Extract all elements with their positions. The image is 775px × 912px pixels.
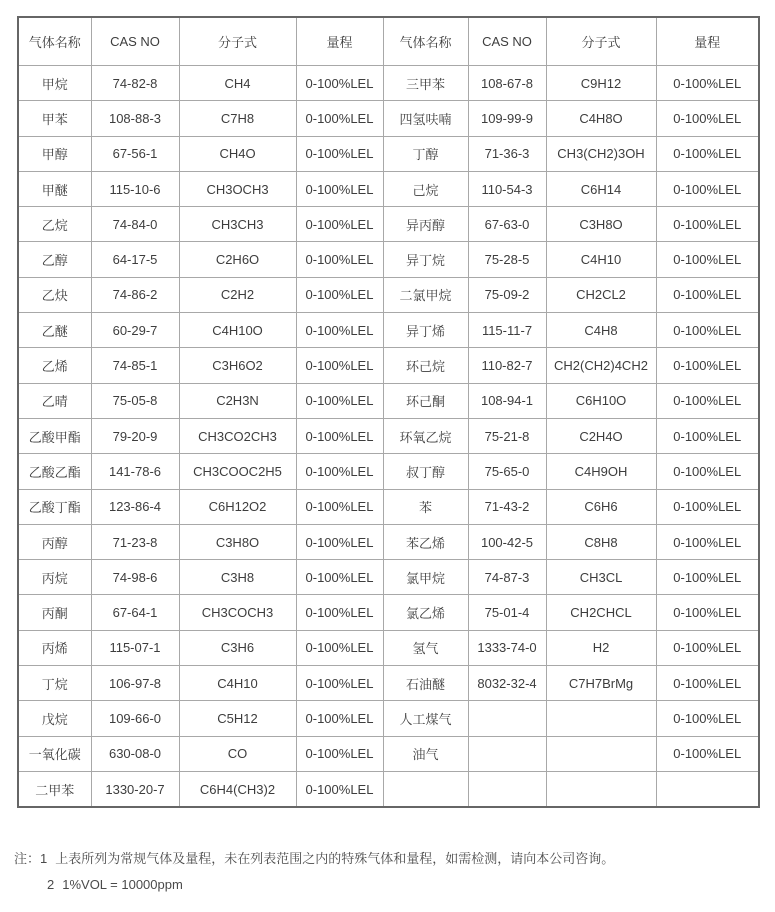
table-row (18, 524, 759, 559)
range-cell: 0-100%LEL (296, 101, 383, 136)
cas-no-cell: 74-85-1 (91, 348, 179, 383)
cas-no-cell: 67-64-1 (91, 595, 179, 630)
formula-cell: C2H3N (179, 383, 296, 418)
gas-name-cell: 丙烯 (18, 630, 91, 665)
formula-cell: CH3CO2CH3 (179, 418, 296, 453)
formula-cell: C7H7BrMg (546, 666, 656, 701)
gas-name-cell: 叔丁醇 (383, 454, 468, 489)
formula-cell (546, 736, 656, 771)
gas-name-cell: 乙酸乙酯 (18, 454, 91, 489)
cas-no-cell: 74-84-0 (91, 207, 179, 242)
footnote-2-text: 1%VOL = 10000ppm (62, 877, 183, 892)
gas-name-cell: 二氯甲烷 (383, 277, 468, 312)
formula-cell: C4H9OH (546, 454, 656, 489)
cas-no-cell: 108-88-3 (91, 101, 179, 136)
cas-no-cell: 109-66-0 (91, 701, 179, 736)
formula-cell: C7H8 (179, 101, 296, 136)
column-header-range-left: 量程 (296, 17, 383, 66)
range-cell: 0-100%LEL (296, 701, 383, 736)
column-header-cas-no-left: CAS NO (91, 17, 179, 66)
table-row (18, 736, 759, 771)
formula-cell: C6H6 (546, 489, 656, 524)
gas-name-cell: 丙酮 (18, 595, 91, 630)
formula-cell: C4H10 (546, 242, 656, 277)
gas-name-cell: 苯 (383, 489, 468, 524)
gas-name-cell: 丙醇 (18, 524, 91, 559)
column-header-gas-name-left: 气体名称 (18, 17, 91, 66)
range-cell: 0-100%LEL (656, 242, 759, 277)
range-cell: 0-100%LEL (296, 383, 383, 418)
cas-no-cell: 1333-74-0 (468, 630, 546, 665)
formula-cell: C3H6 (179, 630, 296, 665)
formula-cell: CH3(CH2)3OH (546, 136, 656, 171)
range-cell (656, 771, 759, 807)
cas-no-cell: 71-43-2 (468, 489, 546, 524)
cas-no-cell: 115-11-7 (468, 313, 546, 348)
cas-no-cell: 1330-20-7 (91, 771, 179, 807)
cas-no-cell: 108-67-8 (468, 66, 546, 101)
formula-cell: C4H8 (546, 313, 656, 348)
range-cell: 0-100%LEL (656, 736, 759, 771)
table-row (18, 66, 759, 101)
cas-no-cell: 109-99-9 (468, 101, 546, 136)
cas-no-cell: 64-17-5 (91, 242, 179, 277)
cas-no-cell (468, 736, 546, 771)
column-header-cas-no-right: CAS NO (468, 17, 546, 66)
gas-name-cell: 异丙醇 (383, 207, 468, 242)
footnote-1 (14, 846, 614, 872)
gas-name-cell: 人工煤气 (383, 701, 468, 736)
range-cell: 0-100%LEL (656, 701, 759, 736)
gas-name-cell: 己烷 (383, 171, 468, 206)
table-row (18, 101, 759, 136)
formula-cell: C2H2 (179, 277, 296, 312)
table-row (18, 560, 759, 595)
gas-name-cell: 氯甲烷 (383, 560, 468, 595)
cas-no-cell: 67-56-1 (91, 136, 179, 171)
gas-name-cell: 乙醇 (18, 242, 91, 277)
table-row (18, 771, 759, 807)
range-cell: 0-100%LEL (656, 207, 759, 242)
table-row (18, 383, 759, 418)
formula-cell: C8H8 (546, 524, 656, 559)
gas-name-cell: 甲烷 (18, 66, 91, 101)
cas-no-cell: 60-29-7 (91, 313, 179, 348)
formula-cell: C5H12 (179, 701, 296, 736)
formula-cell: C6H10O (546, 383, 656, 418)
range-cell: 0-100%LEL (296, 560, 383, 595)
gas-name-cell: 乙烷 (18, 207, 91, 242)
gas-name-cell: 二甲苯 (18, 771, 91, 807)
range-cell: 0-100%LEL (296, 171, 383, 206)
column-header-range-right: 量程 (656, 17, 759, 66)
gas-name-cell: 乙晴 (18, 383, 91, 418)
range-cell: 0-100%LEL (656, 383, 759, 418)
formula-cell: C3H8 (179, 560, 296, 595)
range-cell: 0-100%LEL (296, 454, 383, 489)
formula-cell: C6H12O2 (179, 489, 296, 524)
formula-cell: CH3COCH3 (179, 595, 296, 630)
range-cell: 0-100%LEL (296, 630, 383, 665)
range-cell: 0-100%LEL (656, 630, 759, 665)
cas-no-cell: 115-07-1 (91, 630, 179, 665)
gas-name-cell (383, 771, 468, 807)
gas-name-cell: 乙酸甲酯 (18, 418, 91, 453)
gas-name-cell: 氯乙烯 (383, 595, 468, 630)
cas-no-cell: 74-87-3 (468, 560, 546, 595)
table-row (18, 277, 759, 312)
range-cell: 0-100%LEL (656, 136, 759, 171)
gas-name-cell: 环氧乙烷 (383, 418, 468, 453)
range-cell: 0-100%LEL (296, 348, 383, 383)
cas-no-cell: 75-09-2 (468, 277, 546, 312)
cas-no-cell: 67-63-0 (468, 207, 546, 242)
table-row (18, 630, 759, 665)
range-cell: 0-100%LEL (656, 560, 759, 595)
formula-cell: C2H6O (179, 242, 296, 277)
gas-range-table (17, 16, 760, 808)
range-cell: 0-100%LEL (656, 489, 759, 524)
formula-cell: CH3COOC2H5 (179, 454, 296, 489)
formula-cell: CH3OCH3 (179, 171, 296, 206)
cas-no-cell: 74-98-6 (91, 560, 179, 595)
cas-no-cell (468, 701, 546, 736)
range-cell: 0-100%LEL (656, 277, 759, 312)
range-cell: 0-100%LEL (656, 313, 759, 348)
range-cell: 0-100%LEL (656, 666, 759, 701)
column-header-gas-name-right: 气体名称 (383, 17, 468, 66)
formula-cell: C3H6O2 (179, 348, 296, 383)
table-row (18, 454, 759, 489)
formula-cell: C6H14 (546, 171, 656, 206)
gas-name-cell: 石油醚 (383, 666, 468, 701)
footnotes (14, 846, 614, 898)
formula-cell: CO (179, 736, 296, 771)
cas-no-cell: 75-01-4 (468, 595, 546, 630)
range-cell: 0-100%LEL (296, 66, 383, 101)
footnote-1-text: 上表所列为常规气体及量程，未在列表范围之内的特殊气体和量程，如需检测，请向本公司咨询。 (55, 851, 615, 866)
formula-cell: C6H4(CH3)2 (179, 771, 296, 807)
gas-name-cell: 油气 (383, 736, 468, 771)
table-row (18, 207, 759, 242)
range-cell: 0-100%LEL (656, 454, 759, 489)
gas-name-cell: 甲苯 (18, 101, 91, 136)
gas-name-cell: 苯乙烯 (383, 524, 468, 559)
cas-no-cell: 123-86-4 (91, 489, 179, 524)
footnote-1-label: 注：1 (14, 851, 48, 866)
gas-name-cell: 丁醇 (383, 136, 468, 171)
gas-name-cell: 四氢呋喃 (383, 101, 468, 136)
cas-no-cell: 106-97-8 (91, 666, 179, 701)
table-row (18, 701, 759, 736)
formula-cell: C3H8O (179, 524, 296, 559)
formula-cell: CH2CHCL (546, 595, 656, 630)
formula-cell: CH2(CH2)4CH2 (546, 348, 656, 383)
range-cell: 0-100%LEL (656, 524, 759, 559)
range-cell: 0-100%LEL (296, 771, 383, 807)
range-cell: 0-100%LEL (656, 101, 759, 136)
cas-no-cell: 110-82-7 (468, 348, 546, 383)
cas-no-cell: 74-82-8 (91, 66, 179, 101)
range-cell: 0-100%LEL (296, 524, 383, 559)
cas-no-cell: 79-20-9 (91, 418, 179, 453)
formula-cell: C4H10O (179, 313, 296, 348)
gas-name-cell: 甲醇 (18, 136, 91, 171)
range-cell: 0-100%LEL (296, 595, 383, 630)
range-cell: 0-100%LEL (296, 136, 383, 171)
gas-name-cell: 异丁烷 (383, 242, 468, 277)
cas-no-cell: 141-78-6 (91, 454, 179, 489)
cas-no-cell: 74-86-2 (91, 277, 179, 312)
gas-name-cell: 乙酸丁酯 (18, 489, 91, 524)
formula-cell (546, 701, 656, 736)
table-row (18, 489, 759, 524)
cas-no-cell: 630-08-0 (91, 736, 179, 771)
range-cell: 0-100%LEL (656, 171, 759, 206)
table-row (18, 595, 759, 630)
cas-no-cell: 100-42-5 (468, 524, 546, 559)
table-row (18, 313, 759, 348)
formula-cell: C4H10 (179, 666, 296, 701)
cas-no-cell: 75-21-8 (468, 418, 546, 453)
gas-name-cell: 环己烷 (383, 348, 468, 383)
range-cell: 0-100%LEL (296, 242, 383, 277)
gas-name-cell: 环己酮 (383, 383, 468, 418)
formula-cell: CH2CL2 (546, 277, 656, 312)
formula-cell (546, 771, 656, 807)
table-row (18, 418, 759, 453)
cas-no-cell: 110-54-3 (468, 171, 546, 206)
column-header-formula-right: 分子式 (546, 17, 656, 66)
gas-name-cell: 三甲苯 (383, 66, 468, 101)
table-row (18, 666, 759, 701)
column-header-formula-left: 分子式 (179, 17, 296, 66)
formula-cell: C3H8O (546, 207, 656, 242)
gas-name-cell: 异丁烯 (383, 313, 468, 348)
cas-no-cell: 8032-32-4 (468, 666, 546, 701)
range-cell: 0-100%LEL (296, 418, 383, 453)
cas-no-cell: 71-23-8 (91, 524, 179, 559)
range-cell: 0-100%LEL (296, 489, 383, 524)
formula-cell: CH4 (179, 66, 296, 101)
gas-name-cell: 丙烷 (18, 560, 91, 595)
cas-no-cell: 71-36-3 (468, 136, 546, 171)
footnote-2 (14, 872, 614, 898)
range-cell: 0-100%LEL (296, 277, 383, 312)
gas-name-cell: 乙烯 (18, 348, 91, 383)
range-cell: 0-100%LEL (296, 666, 383, 701)
cas-no-cell (468, 771, 546, 807)
formula-cell: C9H12 (546, 66, 656, 101)
formula-cell: C2H4O (546, 418, 656, 453)
range-cell: 0-100%LEL (656, 348, 759, 383)
gas-name-cell: 乙醚 (18, 313, 91, 348)
cas-no-cell: 115-10-6 (91, 171, 179, 206)
range-cell: 0-100%LEL (296, 313, 383, 348)
range-cell: 0-100%LEL (656, 418, 759, 453)
range-cell: 0-100%LEL (656, 66, 759, 101)
formula-cell: H2 (546, 630, 656, 665)
gas-name-cell: 甲醚 (18, 171, 91, 206)
cas-no-cell: 75-65-0 (468, 454, 546, 489)
gas-name-cell: 乙炔 (18, 277, 91, 312)
gas-name-cell: 氢气 (383, 630, 468, 665)
gas-name-cell: 丁烷 (18, 666, 91, 701)
formula-cell: CH4O (179, 136, 296, 171)
range-cell: 0-100%LEL (296, 736, 383, 771)
table-row (18, 171, 759, 206)
table-row (18, 348, 759, 383)
formula-cell: CH3CL (546, 560, 656, 595)
header-row (18, 17, 759, 66)
formula-cell: CH3CH3 (179, 207, 296, 242)
table-row (18, 242, 759, 277)
table-row (18, 136, 759, 171)
cas-no-cell: 108-94-1 (468, 383, 546, 418)
formula-cell: C4H8O (546, 101, 656, 136)
gas-name-cell: 一氧化碳 (18, 736, 91, 771)
footnote-2-label: 2 (47, 877, 55, 892)
gas-name-cell: 戊烷 (18, 701, 91, 736)
range-cell: 0-100%LEL (296, 207, 383, 242)
cas-no-cell: 75-05-8 (91, 383, 179, 418)
range-cell: 0-100%LEL (656, 595, 759, 630)
cas-no-cell: 75-28-5 (468, 242, 546, 277)
